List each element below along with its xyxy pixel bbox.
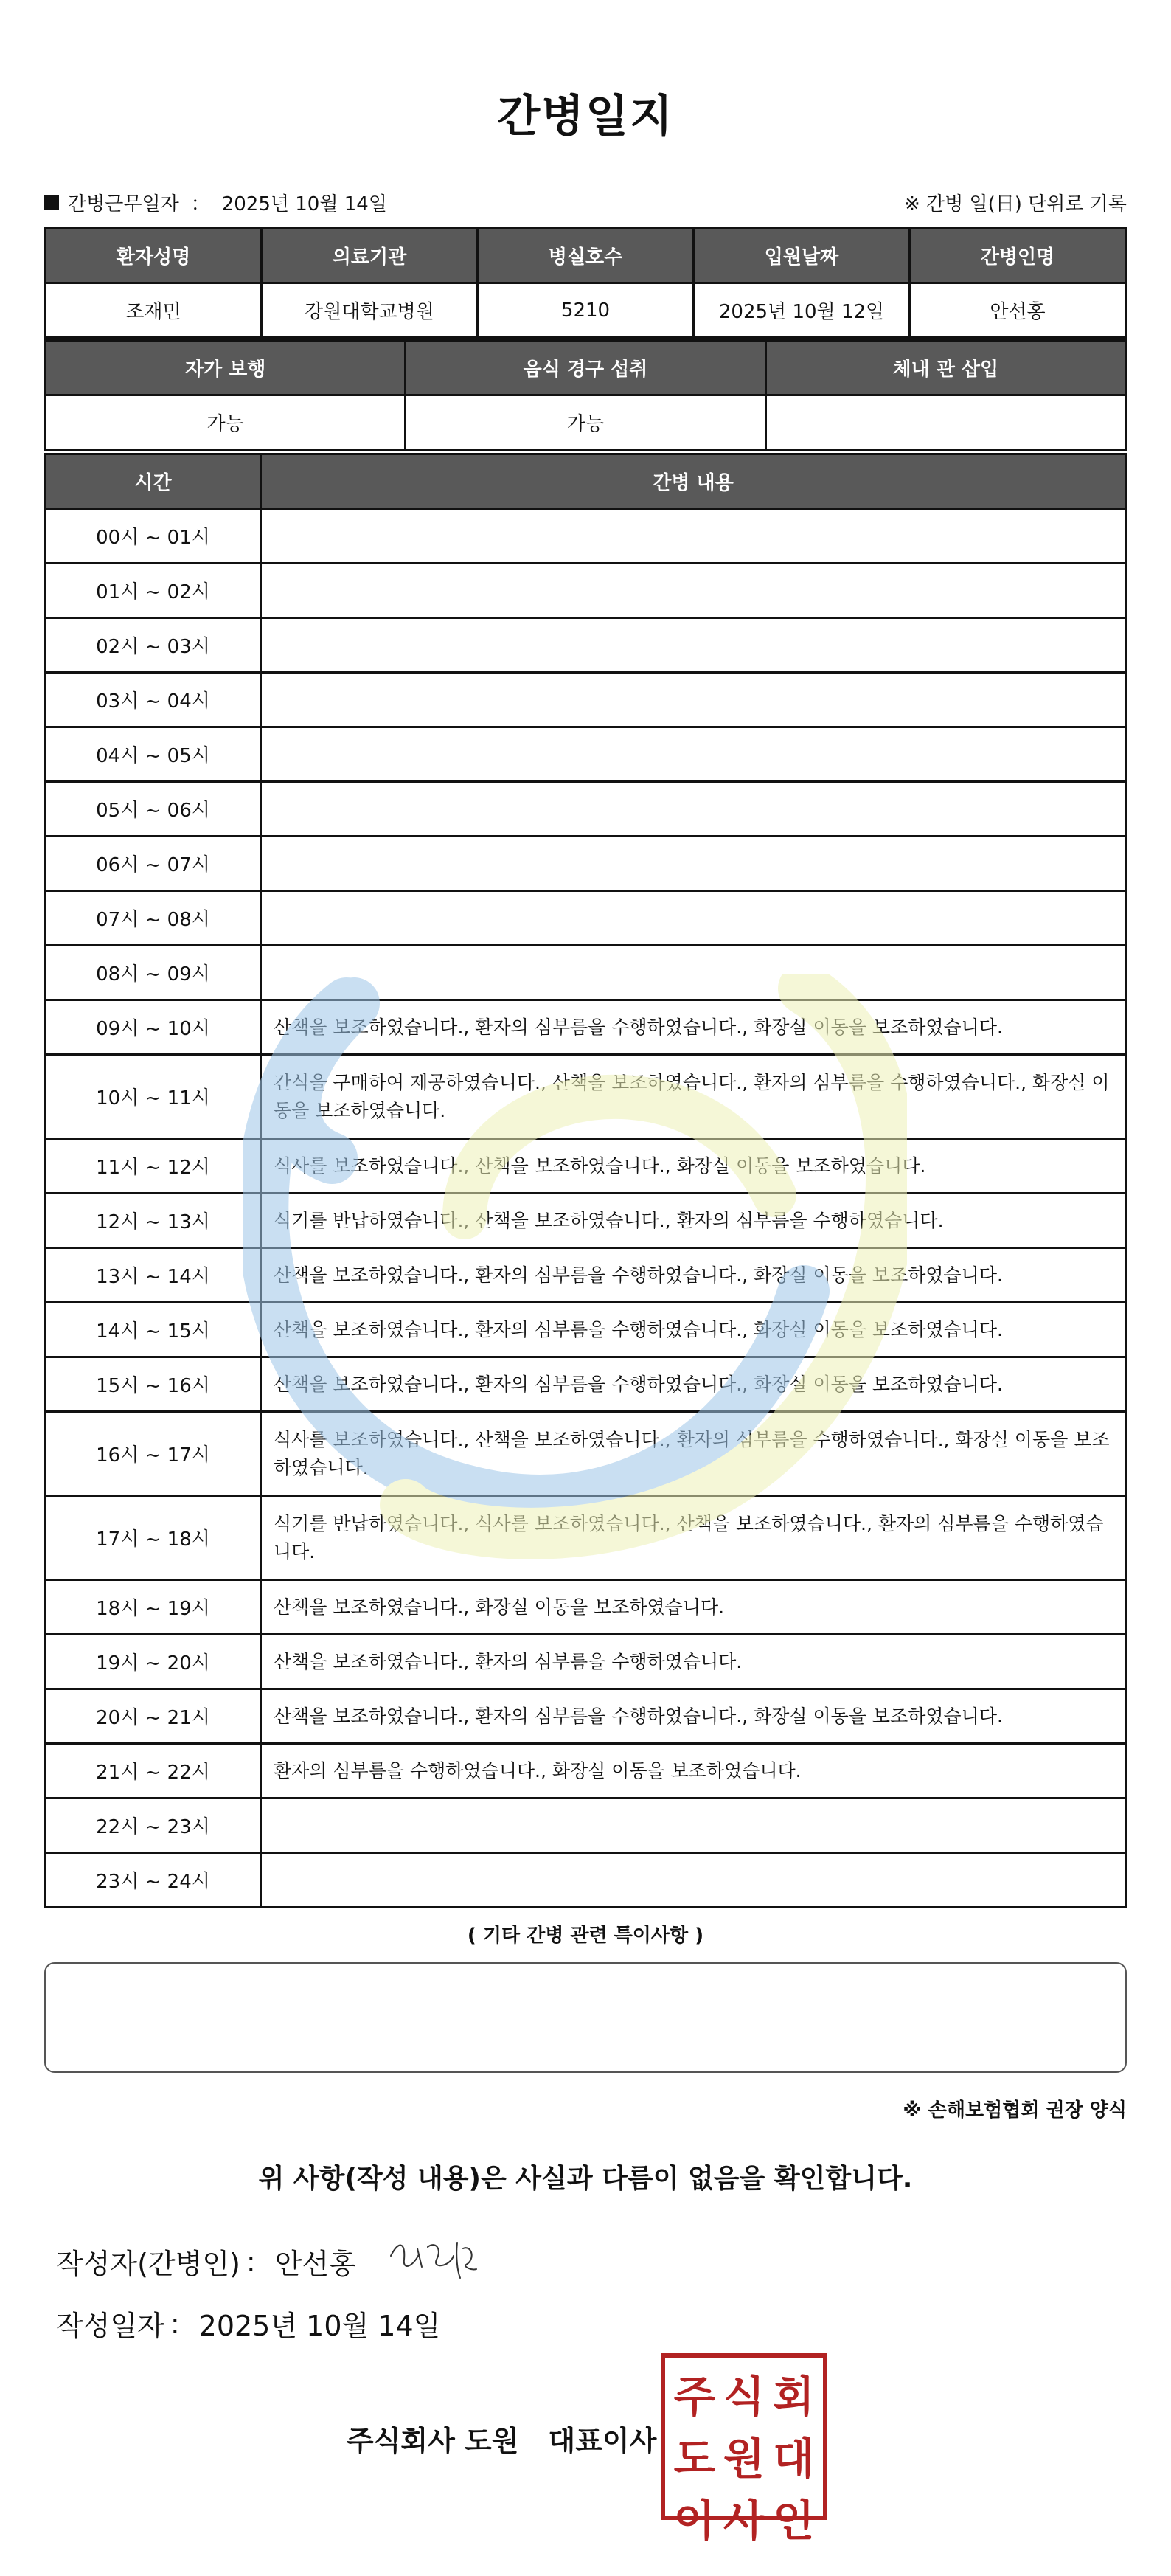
- header-hospital: 의료기관: [262, 229, 478, 283]
- company-name: 주식회사 도원: [347, 2425, 519, 2457]
- care-log-content: [261, 618, 1126, 673]
- room-number: 5210: [478, 283, 694, 338]
- care-log-row: [46, 1139, 1126, 1194]
- care-log-row: [46, 946, 1126, 1000]
- care-log-time: 06시 ~ 07시: [46, 837, 261, 891]
- care-log-time: 17시 ~ 18시: [46, 1496, 261, 1580]
- care-log-row: [46, 1689, 1126, 1744]
- care-log-time: 13시 ~ 14시: [46, 1248, 261, 1303]
- care-log-content: [261, 727, 1126, 782]
- care-log-content: 식사를 보조하였습니다., 산책을 보조하였습니다., 환자의 심부름을 수행하였습니다., 화장실 이동을 보조하였습니다.: [261, 1412, 1126, 1496]
- patient-status-table: [44, 339, 1127, 451]
- care-log-content: [261, 673, 1126, 727]
- care-log-time: 23시 ~ 24시: [46, 1853, 261, 1908]
- page-title: 간병일지: [497, 91, 674, 142]
- work-date-value: 2025년 10월 14일: [221, 193, 387, 215]
- care-log-content: [261, 891, 1126, 946]
- seal-character: 회: [773, 2372, 815, 2422]
- author-colon: :: [246, 2245, 256, 2278]
- care-log-row: [46, 1798, 1126, 1853]
- care-log-row: [46, 1853, 1126, 1908]
- care-log-content: [261, 782, 1126, 837]
- care-log-body: [46, 509, 1126, 1908]
- header-caregiver-name: 간병인명: [910, 229, 1126, 283]
- care-log-time: 03시 ~ 04시: [46, 673, 261, 727]
- care-log-time: 19시 ~ 20시: [46, 1635, 261, 1689]
- work-date-colon: ：: [190, 193, 210, 215]
- company-title: 대표이사: [548, 2425, 657, 2457]
- care-log-row: [46, 1357, 1126, 1412]
- square-bullet-icon: [44, 195, 59, 210]
- seal-character: 인: [773, 2496, 815, 2546]
- care-log-content: 식사를 보조하였습니다., 산책을 보조하였습니다., 화장실 이동을 보조하였습니다.: [261, 1139, 1126, 1194]
- care-log-content: [261, 837, 1126, 891]
- care-log-time: 00시 ~ 01시: [46, 509, 261, 564]
- care-log-row: [46, 618, 1126, 673]
- care-log-time: 08시 ~ 09시: [46, 946, 261, 1000]
- care-log-time: 22시 ~ 23시: [46, 1798, 261, 1853]
- care-log-content: 산책을 보조하였습니다., 환자의 심부름을 수행하였습니다., 화장실 이동을 보조하였습니다.: [261, 1000, 1126, 1055]
- care-log-content: 산책을 보조하였습니다., 화장실 이동을 보조하였습니다.: [261, 1580, 1126, 1635]
- care-log-row: [46, 782, 1126, 837]
- written-date-line: [56, 2303, 440, 2344]
- recommend-note: ※ 손해보험협회 권장 양식: [903, 2099, 1127, 2122]
- author-line: [56, 2241, 356, 2282]
- care-log-row: [46, 837, 1126, 891]
- care-log-time: 11시 ~ 12시: [46, 1139, 261, 1194]
- header-care-content: 간병 내용: [261, 454, 1126, 509]
- confirmation-statement: 위 사항(작성 내용)은 사실과 다름이 없음을 확인합니다.: [258, 2164, 913, 2194]
- extra-notes-label: ( 기타 간병 관련 특이사항 ): [467, 1925, 704, 1947]
- care-log-row: [46, 1303, 1126, 1357]
- care-log-time: 09시 ~ 10시: [46, 1000, 261, 1055]
- care-log-time: 18시 ~ 19시: [46, 1580, 261, 1635]
- care-log-time: 04시 ~ 05시: [46, 727, 261, 782]
- extra-notes-box: [44, 1962, 1127, 2073]
- care-log-time: 20시 ~ 21시: [46, 1689, 261, 1744]
- seal-character: 이: [673, 2496, 715, 2546]
- seal-character: 대: [773, 2434, 815, 2484]
- care-log-row: [46, 1496, 1126, 1580]
- care-log-table: [44, 453, 1127, 1908]
- care-log-content: 식기를 반납하였습니다., 산책을 보조하였습니다., 환자의 심부름을 수행하였습니다.: [261, 1194, 1126, 1248]
- header-admission-date: 입원날짜: [694, 229, 910, 283]
- work-date-label: 간병근무일자: [68, 193, 179, 215]
- care-log-row: [46, 1000, 1126, 1055]
- seal-character: 도: [673, 2434, 715, 2484]
- oral-intake: 가능: [406, 395, 765, 450]
- header-patient-name: 환자성명: [46, 229, 262, 283]
- written-date-colon: :: [170, 2307, 180, 2340]
- seal-character: 원: [723, 2434, 765, 2484]
- patient-info-header-row: [46, 229, 1126, 283]
- author-name: 안선홍: [274, 2248, 356, 2280]
- care-log-row: [46, 673, 1126, 727]
- care-log-row: [46, 1580, 1126, 1635]
- care-log-row: [46, 509, 1126, 564]
- header-room-number: 병실호수: [478, 229, 694, 283]
- care-log-content: [261, 1853, 1126, 1908]
- care-log-time: 15시 ~ 16시: [46, 1357, 261, 1412]
- care-log-time: 10시 ~ 11시: [46, 1055, 261, 1139]
- written-date-label: 작성일자: [56, 2310, 164, 2342]
- care-log-row: [46, 1744, 1126, 1798]
- seal-character: 사: [723, 2496, 765, 2546]
- author-label: 작성자(간병인): [56, 2248, 240, 2280]
- care-log-content: 산책을 보조하였습니다., 환자의 심부름을 수행하였습니다.: [261, 1635, 1126, 1689]
- tube-insertion: [765, 395, 1125, 450]
- care-log-content: 산책을 보조하였습니다., 환자의 심부름을 수행하였습니다., 화장실 이동을 보조하였습니다.: [261, 1303, 1126, 1357]
- caregiver-name: 안선홍: [910, 283, 1126, 338]
- care-log-content: 간식을 구매하여 제공하였습니다., 산책을 보조하였습니다., 환자의 심부름을 수행하였습니다., 화장실 이동을 보조하였습니다.: [261, 1055, 1126, 1139]
- care-log-content: [261, 509, 1126, 564]
- care-log-time: 12시 ~ 13시: [46, 1194, 261, 1248]
- care-log-row: [46, 1194, 1126, 1248]
- care-log-row: [46, 1248, 1126, 1303]
- care-log-row: [46, 727, 1126, 782]
- seal-characters: [670, 2362, 819, 2546]
- patient-status-value-row: [46, 395, 1126, 450]
- admission-date: 2025년 10월 12일: [694, 283, 910, 338]
- handwritten-signature: [383, 2226, 487, 2285]
- self-walking: 가능: [46, 395, 406, 450]
- care-log-time: 05시 ~ 06시: [46, 782, 261, 837]
- care-log-content: 산책을 보조하였습니다., 환자의 심부름을 수행하였습니다., 화장실 이동을 보조하였습니다.: [261, 1248, 1126, 1303]
- header-tube-insertion: 체내 관 삽입: [765, 341, 1125, 395]
- patient-info-value-row: [46, 283, 1126, 338]
- care-log-content: 식기를 반납하였습니다., 식사를 보조하였습니다., 산책을 보조하였습니다., 환자의 심부름을 수행하였습니다.: [261, 1496, 1126, 1580]
- care-log-time: 16시 ~ 17시: [46, 1412, 261, 1496]
- company-line: [347, 2418, 656, 2459]
- care-log-content: 산책을 보조하였습니다., 환자의 심부름을 수행하였습니다., 화장실 이동을 보조하였습니다.: [261, 1357, 1126, 1412]
- care-log-row: [46, 1055, 1126, 1139]
- care-log-row: [46, 1635, 1126, 1689]
- care-log-time: 02시 ~ 03시: [46, 618, 261, 673]
- care-log-content: [261, 564, 1126, 618]
- care-log-content: [261, 946, 1126, 1000]
- care-log-header-row: [46, 454, 1126, 509]
- signature-stroke: [391, 2243, 476, 2278]
- patient-status-header-row: [46, 341, 1126, 395]
- hospital: 강원대학교병원: [262, 283, 478, 338]
- care-log-time: 21시 ~ 22시: [46, 1744, 261, 1798]
- care-log-content: 환자의 심부름을 수행하였습니다., 화장실 이동을 보조하였습니다.: [261, 1744, 1126, 1798]
- care-log-content: [261, 1798, 1126, 1853]
- care-log-time: 07시 ~ 08시: [46, 891, 261, 946]
- record-note: ※ 간병 일(日) 단위로 기록: [903, 193, 1127, 215]
- patient-info-table: [44, 227, 1127, 339]
- seal-character: 주: [673, 2372, 715, 2422]
- care-log-content: 산책을 보조하였습니다., 환자의 심부름을 수행하였습니다., 화장실 이동을 보조하였습니다.: [261, 1689, 1126, 1744]
- patient-name: 조재민: [46, 283, 262, 338]
- written-date-value: 2025년 10월 14일: [198, 2310, 441, 2342]
- care-log-time: 14시 ~ 15시: [46, 1303, 261, 1357]
- care-log-row: [46, 891, 1126, 946]
- header-oral-intake: 음식 경구 섭취: [406, 341, 765, 395]
- care-log-time: 01시 ~ 02시: [46, 564, 261, 618]
- work-date: [44, 189, 387, 216]
- header-self-walking: 자가 보행: [46, 341, 406, 395]
- care-log-row: [46, 1412, 1126, 1496]
- seal-character: 식: [723, 2372, 765, 2422]
- care-log-row: [46, 564, 1126, 618]
- company-seal-stamp: [661, 2353, 827, 2546]
- header-time: 시간: [46, 454, 261, 509]
